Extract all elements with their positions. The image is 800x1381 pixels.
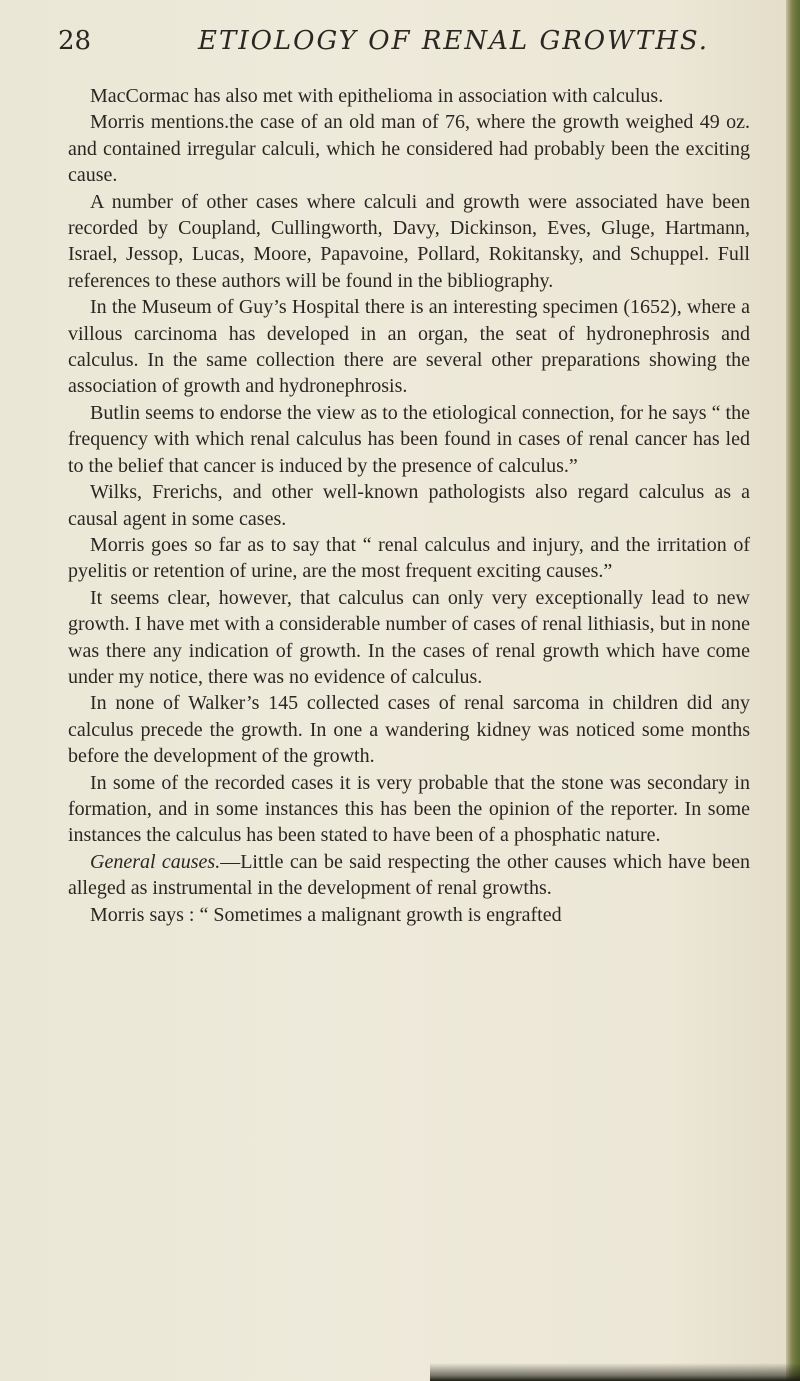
section-lead: General causes. [90,850,221,873]
paragraph: Morris goes so far as to say that “ renal calculus and injury, and the irritation of pyelitis or retention of urine, are the most frequent exciting causes.” [68,533,750,583]
paragraph: Butlin seems to endorse the view as to the etiological connection, for he says “ the frequency with which renal calculus has been found in cases of renal cancer has led to the belief that cancer is induced by the presence of calculus.” [68,401,750,477]
paragraph: Wilks, Frerichs, and other well-known pathologists also regard calculus as a causal agent in some cases. [68,481,750,530]
paragraph-general-causes: General causes.—Little can be said respecting the other causes which have been alleged as instrumental in the development of renal growths. [68,850,751,900]
paragraph: In none of Walker’s 145 collected cases of renal sarcoma in children did any calculus precede the growth. In one a wandering kidney was noticed some months before the development of the growth. [68,692,750,768]
paragraph: In some of the recorded cases it is very probable that the stone was secondary in formation, and in some instances this has been the opinion of the reporter. In some instances the calculus has been stated to have been of a phosphatic nature. [68,771,750,847]
paragraph: It seems clear, however, that calculus can only very exceptionally lead to new growth. I have met with a considerable number of cases of renal lithiasis, but in none was there any indication of growth. In the cases of renal growth which have come under my notice, there was no evidence of calculus. [68,586,750,688]
page-header [58,26,748,62]
page-edge [786,0,800,1381]
page-bottom-shadow [430,1363,800,1381]
paragraph: Morris says : “ Sometimes a malignant growth is engrafted [90,903,562,926]
paragraph: A number of other cases where calculi and growth were associated have been recorded by Coupland, Cullingworth, Davy, Dickinson, Eves, Gluge, Hartmann, Israel, Jessop, Lucas, Moore, Papavoine, Pollard, Rokitansky, and Schuppel. Full references to these authors will be found in the bibliography. [68,190,750,292]
body-text [68,83,750,928]
paragraph: Morris mentions.the case of an old man of 76, where the growth weighed 49 oz. and contained irregular calculi, which he considered had probably been the exciting cause. [68,111,750,187]
running-head: ETIOLOGY OF RENAL GROWTHS. [198,26,710,56]
page-number: 28 [58,26,92,56]
paragraph: In the Museum of Guy’s Hospital there is an interesting specimen (1652), where a villous carcinoma has developed in an organ, the seat of hydronephrosis and calculus. In the same collection there are several other preparations showing the association of growth and hydronephrosis. [68,296,750,398]
paragraph: MacCormac has also met with epithelioma in association with calculus. [90,85,664,107]
